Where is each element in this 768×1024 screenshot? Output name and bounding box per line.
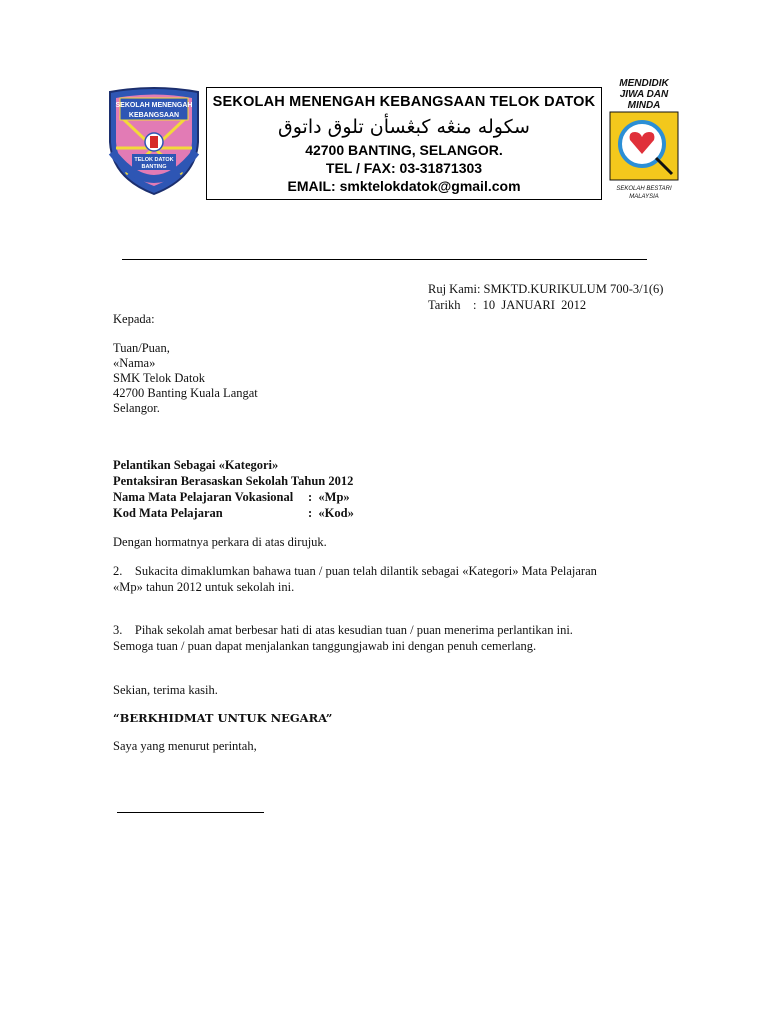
crest-text-bottom2: BANTING [141,164,167,170]
paragraph-2-line1: 2. Sukacita dimaklumkan bahawa tuan / puan telah dilantik sebagai «Kategori» Mata Pelajaran [113,564,597,578]
school-name-jawi: سكوله منڠه كبڠسأن تلوق داتوق [278,116,530,138]
paragraph-3-line1: 3. Pihak sekolah amat berbesar hati di atas kesudian tuan / puan menerima perlantikan ini. [113,623,573,637]
school-phone: TEL / FAX: 03-31871303 [325,160,483,176]
crest-text-mid: KEBANGSAAN [128,112,180,119]
reference-number: Ruj Kami: SMKTD.KURIKULUM 700-3/1(6) [428,282,664,296]
slogan: “BERKHIDMAT UNTUK NEGARA” [113,711,333,725]
motto-line1: MENDIDIK [619,78,669,89]
letter-date: Tarikh : 10 JANUARI 2012 [428,298,587,312]
subject-line2: Pentaksiran Berasaskan Sekolah Tahun 2012 [113,474,354,488]
paragraph-2-line2: «Mp» tahun 2012 untuk sekolah ini. [113,580,295,594]
school-letterhead [206,87,602,200]
motto-footer2: MALAYSIA [629,194,659,200]
recipient-school: SMK Telok Datok [113,371,205,385]
closing-text: Sekian, terima kasih. [113,683,218,697]
motto-footer1: SEKOLAH BESTARI [616,186,672,192]
school-email: EMAIL: smktelokdatok@gmail.com [287,178,521,194]
motto-line2: JIWA DAN [619,89,669,100]
subject-line1: Pelantikan Sebagai «Kategori» [113,458,279,472]
motto-line3: MINDA [627,100,661,111]
school-name: SEKOLAH MENENGAH KEBANGSAAN TELOK DATOK [212,94,596,110]
crest-text-top: SEKOLAH MENENGAH [115,102,193,109]
school-address: 42700 BANTING, SELANGOR. [305,142,503,158]
subject-line4-label: Kod Mata Pelajaran [113,506,223,520]
recipient-address1: 42700 Banting Kuala Langat [113,386,258,400]
header-divider [122,259,647,260]
signature-line [117,812,264,813]
recipient-address2: Selangor. [113,401,160,415]
crest-text-bottom1: TELOK DATOK [134,157,174,163]
subject-line3-value: : «Mp» [308,490,350,504]
subject-line3-label: Nama Mata Pelajaran Vokasional [113,490,294,504]
recipient-name: «Nama» [113,356,156,370]
school-crest-logo [106,86,202,198]
paragraph-1: Dengan hormatnya perkara di atas dirujuk. [113,535,327,549]
sign-off: Saya yang menurut perintah, [113,739,257,753]
sekolah-bestari-logo [604,74,684,202]
recipient-kepada: Kepada: [113,312,155,326]
recipient-salutation: Tuan/Puan, [113,341,170,355]
subject-line4-value: : «Kod» [308,506,354,520]
paragraph-3-line2: Semoga tuan / puan dapat menjalankan tanggungjawab ini dengan penuh cemerlang. [113,639,537,653]
